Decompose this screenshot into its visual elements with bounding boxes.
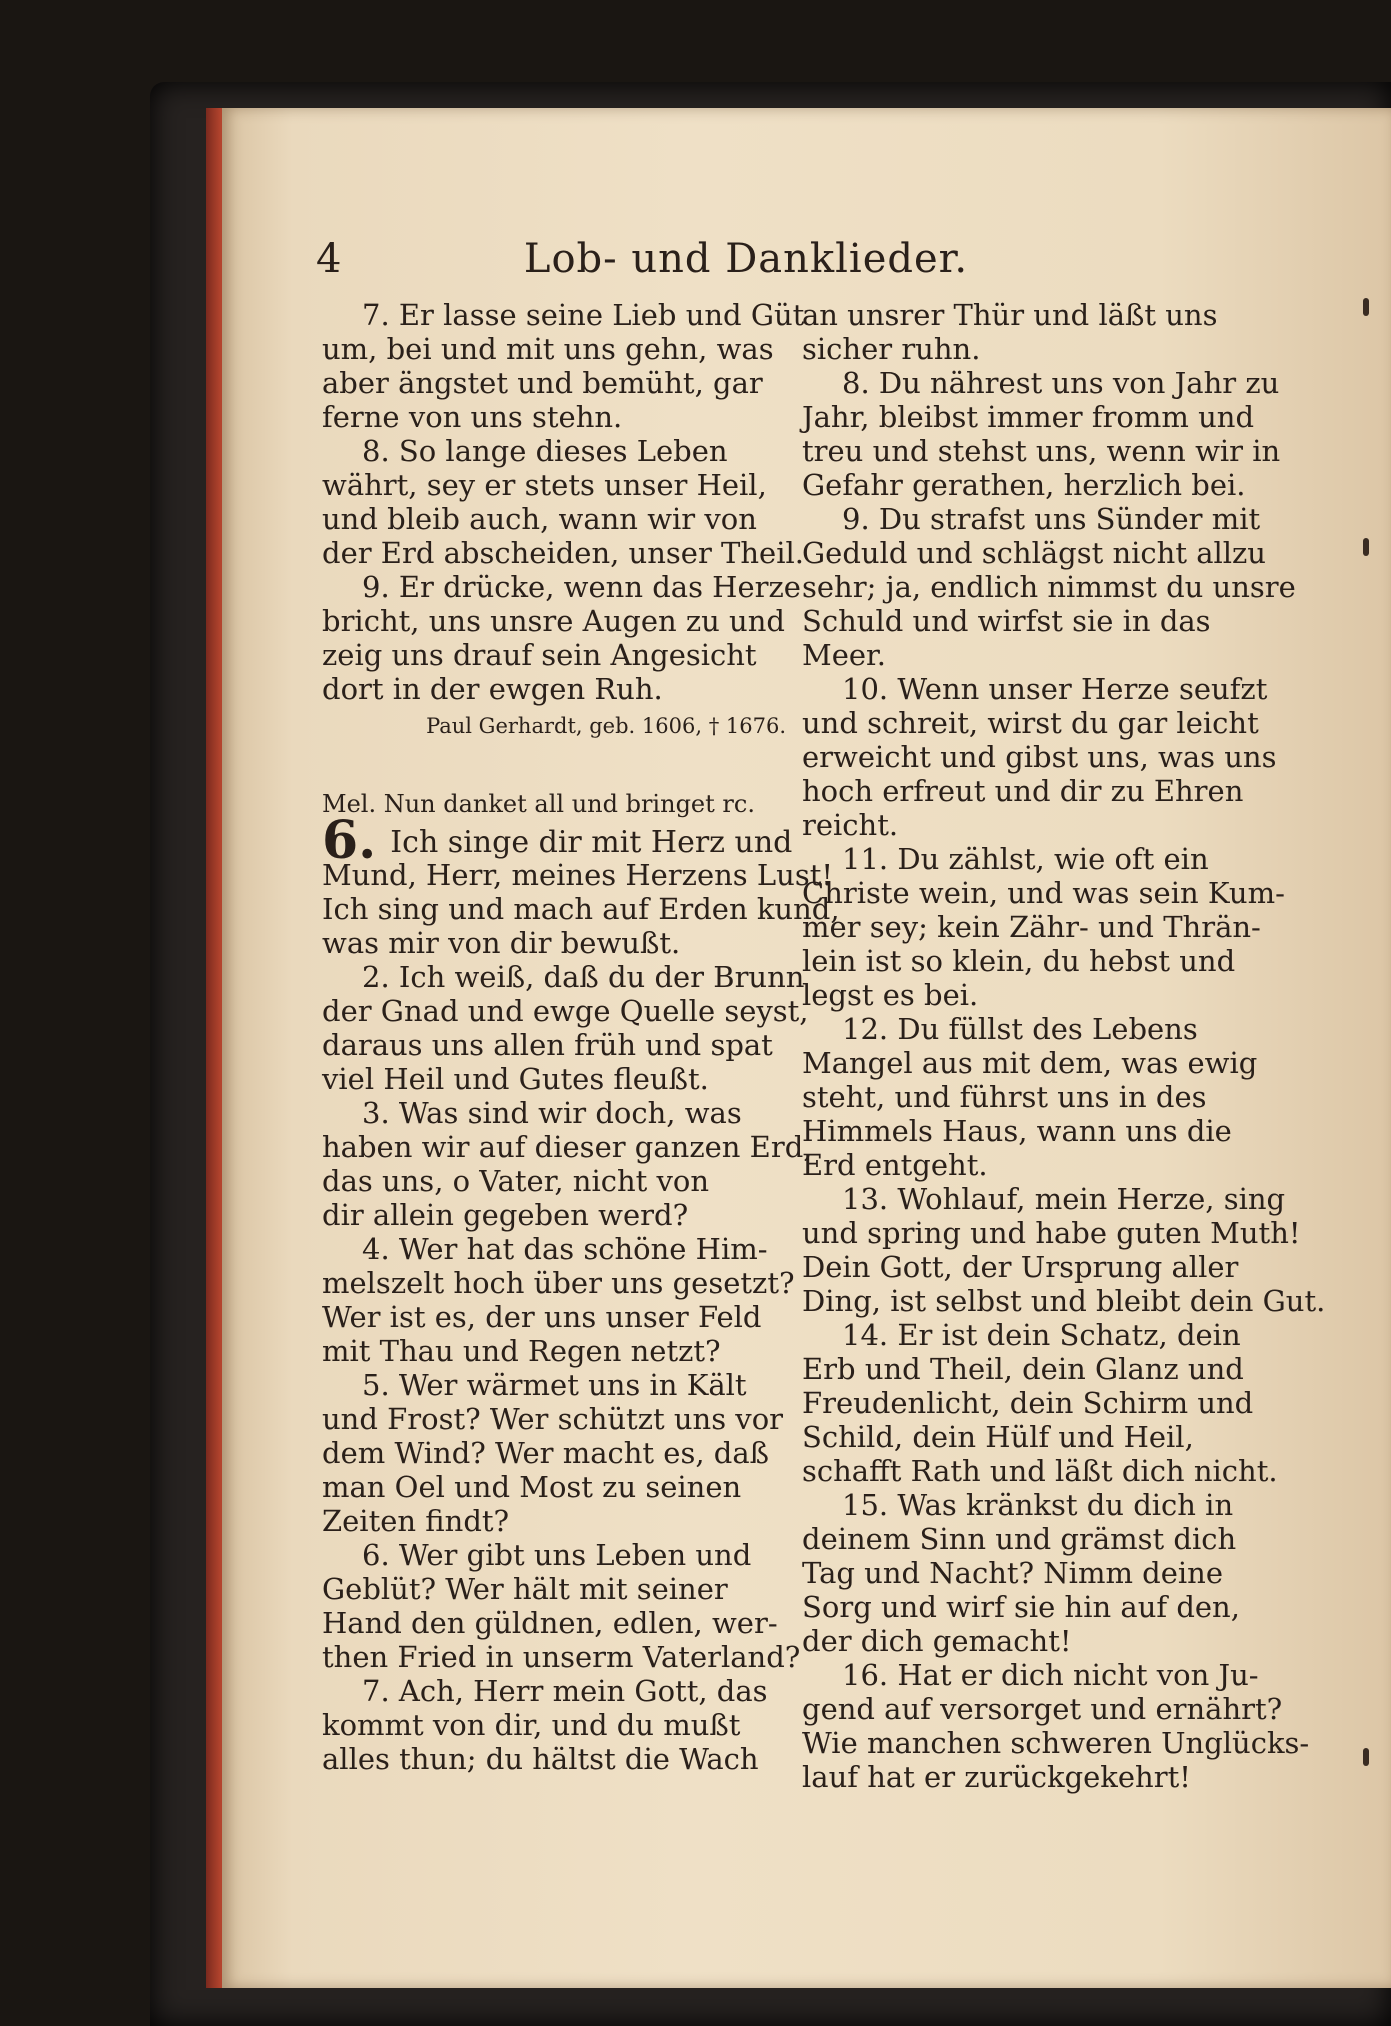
text-line: der dich gemacht! <box>802 1624 1072 1658</box>
text-line: 15. Was kränkst du dich in <box>842 1488 1234 1522</box>
text-line: Mangel aus mit dem, was ewig <box>802 1046 1258 1080</box>
text-line: Hand den güldnen, edlen, wer- <box>322 1606 778 1640</box>
text-line: Schuld und wirfst sie in das <box>802 604 1211 638</box>
text-line: 8. Du nährest uns von Jahr zu <box>842 366 1280 400</box>
text-line: Christe wein, und was sein Kum- <box>802 876 1285 910</box>
text-line: 9. Er drücke, wenn das Herze <box>362 570 801 604</box>
page-edge-marks <box>1363 288 1383 1788</box>
melody-line: Mel. Nun danket all und bringet rc. <box>322 790 755 818</box>
text-line: reicht. <box>802 808 899 842</box>
text-line: dem Wind? Wer macht es, daß <box>322 1436 769 1470</box>
text-line: daraus uns allen früh und spat <box>322 1028 773 1062</box>
text-line: schafft Rath und läßt dich nicht. <box>802 1454 1278 1488</box>
text-line: lauf hat er zurückgekehrt! <box>802 1760 1191 1794</box>
text-line: um, bei und mit uns gehn, was <box>322 332 774 366</box>
text-line: steht, und führst uns in des <box>802 1080 1207 1114</box>
text-line: ferne von uns stehn. <box>322 400 623 434</box>
left-column <box>322 298 840 1776</box>
text-line: Geduld und schlägst nicht allzu <box>802 536 1266 570</box>
speck-mark <box>1363 538 1369 556</box>
text-line: then Fried in unserm Vaterland? <box>322 1640 801 1674</box>
text-line: der Erd abscheiden, unser Theil. <box>322 536 804 570</box>
hymn-number: 6. <box>322 810 377 871</box>
text-line: an unsrer Thür und läßt uns <box>802 298 1218 332</box>
page-header <box>316 236 1176 296</box>
hymn-start-line <box>322 810 793 871</box>
text-line: 12. Du füllst des Lebens <box>842 1012 1198 1046</box>
text-line: das uns, o Vater, nicht von <box>322 1164 710 1198</box>
text-line: Jahr, bleibst immer fromm und <box>802 400 1255 434</box>
text-line: Dein Gott, der Ursprung aller <box>802 1250 1239 1284</box>
text-line: 7. Ach, Herr mein Gott, das <box>362 1674 768 1708</box>
right-column <box>802 298 1326 1794</box>
page-number: 4 <box>316 236 342 282</box>
text-line: sehr; ja, endlich nimmst du unsre <box>802 570 1296 604</box>
text-line: 7. Er lasse seine Lieb und Güt <box>362 298 805 332</box>
right-verses <box>802 298 1326 1794</box>
text-line: und schreit, wirst du gar leicht <box>802 706 1259 740</box>
text-line: Mund, Herr, meines Herzens Lust! <box>322 858 834 892</box>
text-line: 16. Hat er dich nicht von Ju- <box>842 1658 1259 1692</box>
section-gap <box>322 746 792 784</box>
text-line: der Gnad und ewge Quelle seyst, <box>322 994 809 1028</box>
text-line: Sorg und wirf sie hin auf den, <box>802 1590 1240 1624</box>
text-line: gend auf versorget und ernährt? <box>802 1692 1283 1726</box>
text-line: treu und stehst uns, wenn wir in <box>802 434 1281 468</box>
running-title: Lob- und Danklieder. <box>523 236 969 282</box>
text-line: Ding, ist selbst und bleibt dein Gut. <box>802 1284 1326 1318</box>
text-line: 3. Was sind wir doch, was <box>362 1096 742 1130</box>
text-line: mit Thau und Regen netzt? <box>322 1334 721 1368</box>
text-line: 8. So lange dieses Leben <box>362 434 728 468</box>
text-line: Erd entgeht. <box>802 1148 988 1182</box>
text-line: Schild, dein Hülf und Heil, <box>802 1420 1194 1454</box>
text-line: 6. Wer gibt uns Leben und <box>362 1538 752 1572</box>
text-line: 5. Wer wärmet uns in Kält <box>362 1368 747 1402</box>
text-line: bricht, uns unsre Augen zu und <box>322 604 785 638</box>
text-line: 9. Du strafst uns Sünder mit <box>842 502 1261 536</box>
text-line: legst es bei. <box>802 978 979 1012</box>
text-line: und bleib auch, wann wir von <box>322 502 757 536</box>
text-line: Wie manchen schweren Unglücks- <box>802 1726 1310 1760</box>
text-line: hoch erfreut und dir zu Ehren <box>802 774 1244 808</box>
text-line: lein ist so klein, du hebst und <box>802 944 1236 978</box>
speck-mark <box>1363 1748 1369 1766</box>
text-line: und spring und habe guten Muth! <box>802 1216 1301 1250</box>
hymn-verses <box>322 858 840 1776</box>
text-line: dort in der ewgen Ruh. <box>322 672 663 706</box>
text-line: man Oel und Most zu seinen <box>322 1470 742 1504</box>
text-line: währt, sey er stets unser Heil, <box>322 468 767 502</box>
text-line: 2. Ich weiß, daß du der Brunn <box>362 960 805 994</box>
left-verses <box>322 298 805 706</box>
text-line: was mir von dir bewußt. <box>322 926 681 960</box>
text-line: Meer. <box>802 638 886 672</box>
text-line: Gefahr gerathen, herzlich bei. <box>802 468 1246 502</box>
text-line: Himmels Haus, wann uns die <box>802 1114 1232 1148</box>
text-line: sicher ruhn. <box>802 332 981 366</box>
text-line: mer sey; kein Zähr- und Thrän- <box>802 910 1261 944</box>
text-line: deinem Sinn und grämst dich <box>802 1522 1237 1556</box>
text-line: Erb und Theil, dein Glanz und <box>802 1352 1244 1386</box>
book-page <box>222 108 1391 1988</box>
text-line: 4. Wer hat das schöne Him- <box>362 1232 768 1266</box>
text-line: kommt von dir, und du mußt <box>322 1708 741 1742</box>
text-line: alles thun; du hältst die Wach <box>322 1742 759 1776</box>
text-line: Freudenlicht, dein Schirm und <box>802 1386 1254 1420</box>
text-line: 11. Du zählst, wie oft ein <box>842 842 1209 876</box>
text-line: Tag und Nacht? Nimm deine <box>802 1556 1224 1590</box>
text-line: melszelt hoch über uns gesetzt? <box>322 1266 795 1300</box>
text-line: 10. Wenn unser Herze seufzt <box>842 672 1268 706</box>
author-credit: Paul Gerhardt, geb. 1606, † 1676. <box>426 714 786 738</box>
text-line: erweicht und gibst uns, was uns <box>802 740 1277 774</box>
text-line: Geblüt? Wer hält mit seiner <box>322 1572 728 1606</box>
text-line: viel Heil und Gutes fleußt. <box>322 1062 709 1096</box>
text-line: Zeiten findt? <box>322 1504 510 1538</box>
text-line: aber ängstet und bemüht, gar <box>322 366 763 400</box>
text-line: Ich sing und mach auf Erden kund, <box>322 892 840 926</box>
text-line: 13. Wohlauf, mein Herze, sing <box>842 1182 1286 1216</box>
hymn-first-line: Ich singe dir mit Herz und <box>390 825 793 860</box>
speck-mark <box>1363 298 1369 316</box>
text-line: dir allein gegeben werd? <box>322 1198 689 1232</box>
text-line: 14. Er ist dein Schatz, dein <box>842 1318 1241 1352</box>
text-line: Wer ist es, der uns unser Feld <box>322 1300 762 1334</box>
text-line: zeig uns drauf sein Angesicht <box>322 638 757 672</box>
text-line: haben wir auf dieser ganzen Erd, <box>322 1130 813 1164</box>
text-line: und Frost? Wer schützt uns vor <box>322 1402 784 1436</box>
